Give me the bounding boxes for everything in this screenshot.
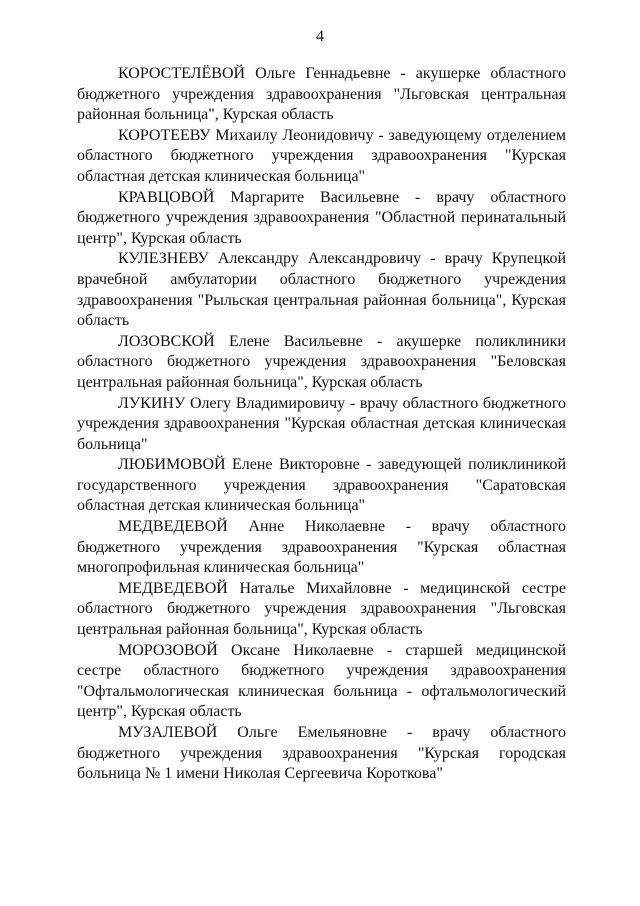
page-number: 4 [316,28,324,45]
award-entry: ЛЮБИМОВОЙ Елене Викторовне - заведующей поликлиникой государственного учреждения здравоохранения "Саратовская областная детская клиническая больница" [77,456,566,515]
award-entry: КУЛЕЗНЕВУ Александру Александровичу - врачу Крупецкой врачебной амбулатории областного бюджетного учреждения здравоохранения "Рыльская центральная районная больница", Курская область [77,250,566,330]
award-list [77,64,566,785]
award-entry: МУЗАЛЕВОЙ Ольге Емельяновне - врачу областного бюджетного учреждения здравоохранения "Курская городская больница № 1 имени Николая Сергеевича Короткова" [77,724,566,783]
award-entry: ЛОЗОВСКОЙ Елене Васильевне - акушерке поликлиники областного бюджетного учреждения здравоохранения "Беловская центральная районная больница", Курская область [77,332,566,391]
award-entry: МЕДВЕДЕВОЙ Наталье Михайловне - медицинской сестре областного бюджетного учреждения здравоохранения "Льговская центральная районная больница", Курская область [77,579,566,639]
award-entry: КОРОТЕЕВУ Михаилу Леонидовичу - заведующему отделением областного бюджетного учреждения здравоохранения "Курская областная детская клиническая больница" [77,126,566,185]
award-entry: ЛУКИНУ Олегу Владимировичу - врачу областного бюджетного учреждения здравоохранения "Курская областная детская клиническая больница" [77,394,566,453]
award-entry: КОРОСТЕЛЁВОЙ Ольге Геннадьевне - акушерке областного бюджетного учреждения здравоохранения "Льговская центральная районная больница", Курская область [77,65,566,124]
award-entry: КРАВЦОВОЙ Маргарите Васильевне - врачу областного бюджетного учреждения здравоохранения "Областной перинатальный центр", Курская область [77,188,566,247]
award-entry: МЕДВЕДЕВОЙ Анне Николаевне - врачу областного бюджетного учреждения здравоохранения "Курская областная многопрофильная клиническая больница" [77,518,566,577]
award-entry: МОРОЗОВОЙ Оксане Николаевне - старшей медицинской сестре областного бюджетного учреждения здравоохранения "Офтальмологическая клиническая больница - офтальмологический центр", Курская область [77,641,566,721]
